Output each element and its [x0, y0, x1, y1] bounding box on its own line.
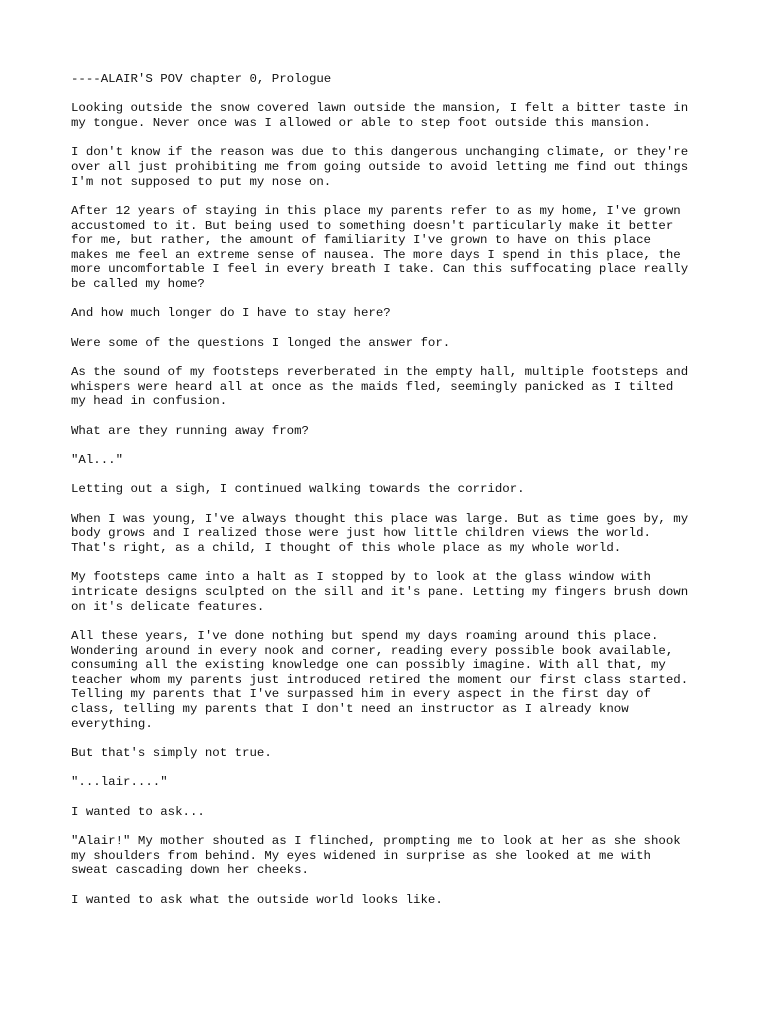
text-line: makes me feel an extreme sense of nausea. The more days I spend in this place, the	[71, 247, 681, 262]
text-line: Telling my parents that I've surpassed him in every aspect in the first day of	[71, 687, 651, 702]
text-line: When I was young, I've always thought this place was large. But as time goes by, my	[71, 511, 689, 526]
text-line: What are they running away from?	[71, 423, 309, 438]
text-line: class, telling my parents that I don't need an instructor as I already know	[71, 701, 629, 716]
text-line: But that's simply not true.	[71, 745, 272, 760]
text-line: be called my home?	[71, 276, 205, 291]
text-line: I don't know if the reason was due to this dangerous unchanging climate, or they're	[71, 145, 689, 160]
text-line: my shoulders from behind. My eyes widened in surprise as she looked at me with	[71, 848, 651, 863]
text-line: As the sound of my footsteps reverberated in the empty hall, multiple footsteps and	[71, 365, 689, 380]
text-line: whispers were heard all at once as the maids fled, seemingly panicked as I tilted	[71, 379, 674, 394]
paragraph	[71, 893, 711, 908]
paragraph	[71, 424, 711, 439]
text-line: everything.	[71, 716, 153, 731]
text-line: my tongue. Never once was I allowed or able to step foot outside this mansion.	[71, 115, 651, 130]
text-line: on it's delicate features.	[71, 599, 265, 614]
chapter-heading	[71, 72, 711, 87]
text-line: Were some of the questions I longed the answer for.	[71, 335, 451, 350]
paragraph	[71, 629, 711, 731]
paragraph	[71, 805, 711, 820]
text-line: I'm not supposed to put my nose on.	[71, 174, 332, 189]
paragraph	[71, 365, 711, 409]
text-line: And how much longer do I have to stay here?	[71, 306, 391, 321]
text-line: Wondering around in every nook and corner, reading every possible book available,	[71, 643, 674, 658]
paragraph	[71, 306, 711, 321]
paragraph	[71, 834, 711, 878]
text-line: ----ALAIR'S POV chapter 0, Prologue	[71, 72, 332, 86]
text-line: teacher whom my parents just introduced retired the moment our first class started.	[71, 672, 689, 687]
paragraph	[71, 512, 711, 556]
document-body	[71, 72, 711, 907]
text-line: accustomed to it. But being used to something doesn't particularly make it better	[71, 218, 674, 233]
paragraph	[71, 101, 711, 130]
text-line: for me, but rather, the amount of familiarity I've grown to have on this place	[71, 233, 651, 248]
text-line: After 12 years of staying in this place my parents refer to as my home, I've grown	[71, 203, 681, 218]
text-line: All these years, I've done nothing but spend my days roaming around this place.	[71, 629, 659, 643]
paragraph	[71, 336, 711, 351]
paragraph	[71, 746, 711, 761]
text-line: "Al..."	[71, 453, 124, 468]
text-line: more uncomfortable I feel in every breath I take. Can this suffocating place really	[71, 262, 689, 277]
text-line: I wanted to ask...	[71, 804, 205, 819]
text-line: consuming all the existing knowledge one can possibly imagine. With all that, my	[71, 658, 666, 673]
text-line: over all just prohibiting me from going outside to avoid letting me find out things	[71, 159, 689, 174]
document-page	[71, 72, 711, 922]
paragraph	[71, 570, 711, 614]
text-line: My footsteps came into a halt as I stopped by to look at the glass window with	[71, 570, 651, 585]
paragraph	[71, 775, 711, 790]
text-line: I wanted to ask what the outside world looks like.	[71, 892, 443, 907]
text-line: my head in confusion.	[71, 394, 228, 409]
text-line: intricate designs sculpted on the sill and it's pane. Letting my fingers brush down	[71, 585, 689, 600]
paragraph	[71, 145, 711, 189]
text-line: body grows and I realized those were just how little children views the world.	[71, 526, 651, 541]
text-line: That's right, as a child, I thought of this whole place as my whole world.	[71, 541, 622, 556]
paragraph	[71, 453, 711, 468]
text-line: Looking outside the snow covered lawn outside the mansion, I felt a bitter taste in	[71, 101, 689, 116]
text-line: sweat cascading down her cheeks.	[71, 863, 309, 878]
text-line: Letting out a sigh, I continued walking towards the corridor.	[71, 482, 525, 497]
paragraph	[71, 204, 711, 292]
text-line: "...lair...."	[71, 775, 168, 790]
paragraph	[71, 482, 711, 497]
text-line: "Alair!" My mother shouted as I flinched, prompting me to look at her as she shook	[71, 834, 681, 849]
